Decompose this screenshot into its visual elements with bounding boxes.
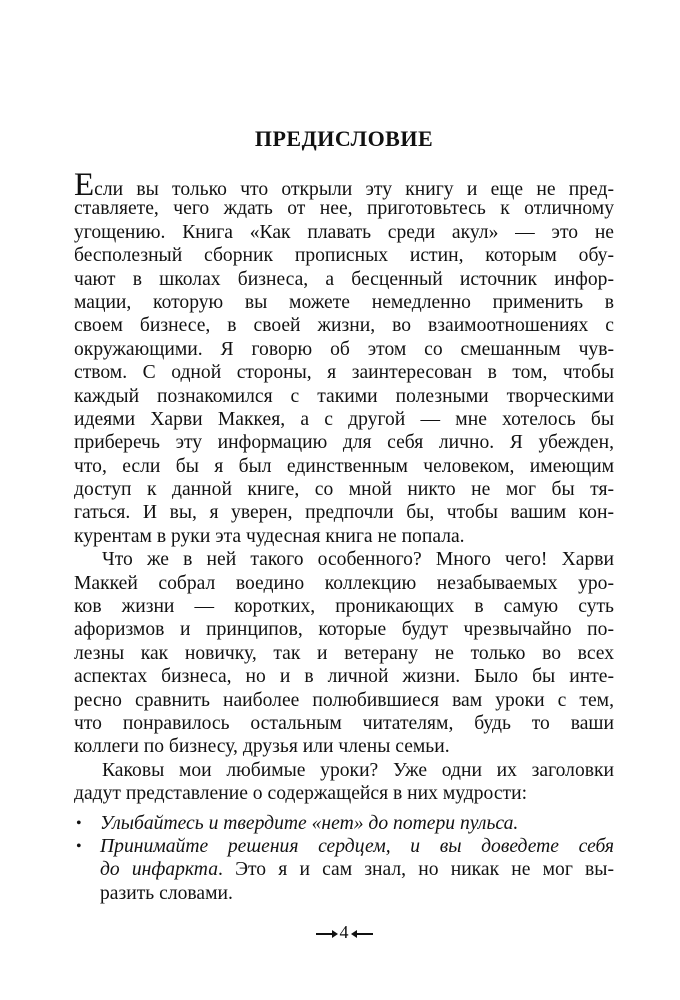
paragraph-1-line: своем бизнесе, в своей жизни, во взаимоотношениях с <box>74 315 614 337</box>
paragraph-1-line: идеями Харви Маккея, а с другой — мне хотелось бы <box>74 408 614 430</box>
paragraph-1-line: мации, которую вы можете немедленно применить в <box>74 291 614 313</box>
page-number-footer <box>74 922 614 943</box>
paragraph-2-line: аспектах бизнеса, но и в личной жизни. Было бы инте- <box>74 666 614 688</box>
paragraph-2-line: Что же в ней такого особенного? Много чего! Харви <box>102 549 614 571</box>
paragraph-2-line: ресно сравнить наиболее полюбившиеся вам уроки с тем, <box>74 689 614 711</box>
book-page <box>74 0 614 1000</box>
paragraph-1-line: доступ к данной книге, со мной никто не мог бы тя- <box>74 479 614 501</box>
paragraph-2-line: лезны как новичку, так и ветерану не только во всех <box>74 642 614 664</box>
bullet-italic-text: до инфаркта <box>100 859 218 881</box>
paragraph-1-line: что, если бы я был единственным человеком, имеющим <box>74 455 614 477</box>
bullet-plain-text: . Это я и сам знал, но никак не мог вы- <box>218 859 614 881</box>
paragraph-1-line: угощению. Книга «Как плавать среди акул» — это не <box>74 221 614 243</box>
paragraph-1-line: гаться. И вы, я уверен, предпочли бы, чтобы вашим кон- <box>74 502 614 524</box>
paragraph-2-line: коллеги по бизнесу, друзья или члены семьи. <box>74 736 450 758</box>
paragraph-1-line: ставляете, чего ждать от нее, приготовьтесь к отличному <box>74 198 614 220</box>
paragraph-2-line: Маккей собрал воедино коллекцию незабываемых уро- <box>74 572 614 594</box>
bullet-marker: • <box>76 814 82 832</box>
page-number: 4 <box>339 922 349 942</box>
paragraph-1-line: ством. С одной стороны, я заинтересован в том, чтобы <box>74 362 614 384</box>
bullet-item <box>74 812 614 835</box>
paragraph-1-line: окружающими. Я говорю об этом со смешанным чув- <box>74 338 614 360</box>
right-ornament-icon <box>353 933 373 935</box>
paragraph-1-line: бесполезный сборник прописных истин, которым обу- <box>74 245 614 267</box>
page-title: ПРЕДИСЛОВИЕ <box>254 126 434 151</box>
paragraph-2-line: что понравилось остальным читателям, будь то ваши <box>74 712 614 734</box>
bullet-marker: • <box>76 837 82 855</box>
bullet-continuation: разить словами. <box>100 882 233 904</box>
paragraph-3-line: дадут представление о содержащейся в них мудрости: <box>74 783 528 805</box>
paragraph-1-line <box>74 167 614 203</box>
left-ornament-icon <box>316 933 336 935</box>
paragraph-2-line: ков жизни — коротких, проникающих в самую суть <box>74 596 614 618</box>
paragraph-3-line: Каковы мои любимые уроки? Уже одни их заголовки <box>102 759 614 781</box>
bullet-italic-text: Улыбайтесь и твердите «нет» до потери пульса. <box>100 812 519 834</box>
bullet-item <box>74 835 614 858</box>
bullet-continuation <box>74 858 614 881</box>
paragraph-1-line-text: сли вы только что открыли эту книгу и еще не пред- <box>94 179 614 200</box>
paragraph-1-line: курентам в руки эта чудесная книга не попала. <box>74 525 465 547</box>
paragraph-2-line: афоризмов и принципов, которые будут чрезвычайно по- <box>74 619 614 641</box>
paragraph-1-line: каждый познакомился с такими полезными творческими <box>74 385 614 407</box>
paragraph-1-line: приберечь эту информацию для себя лично. Я убежден, <box>74 432 614 454</box>
bullet-italic-text: Принимайте решения сердцем, и вы доведете себя <box>100 835 614 857</box>
body-text <box>74 167 614 905</box>
paragraph-1-line: чают в школах бизнеса, а бесценный источник инфор- <box>74 268 614 290</box>
drop-cap: Е <box>74 167 95 203</box>
